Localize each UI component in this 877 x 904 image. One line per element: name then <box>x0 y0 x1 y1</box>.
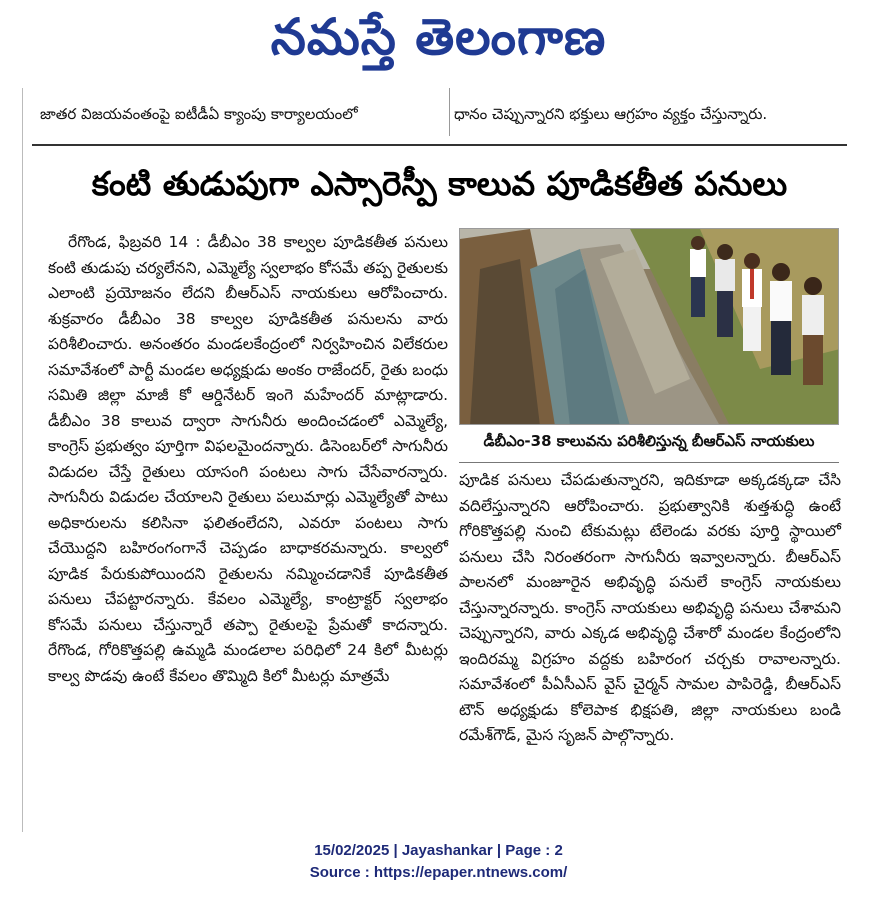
newspaper-clipping <box>22 0 855 832</box>
body-left-text: రేగొండ, ఫిబ్రవరి 14 : డీబీఎం 38 కాల్వల పూడికతీత పనులు కంటి తుడుపు చర్యలేనని, ఎమ్మెల్యే స్వలాభం కోసమే తప్ప రైతులకు ఎలాంటి ప్రయోజనం లేదని బీఆర్ఎస్ నాయకులు ఆరోపించారు. శుక్రవారం డీబీఎం 38 కాల్వల పూడికతీత పనులను వారు పరిశీలించారు. అనంతరం మండలకేంద్రంలో నిర్వహించిన విలేకరుల సమావేశంలో పార్టీ మండల అధ్యక్షుడు అంకం రాజేందర్, రైతు బంధు సమితి జిల్లా మాజీ కో ఆర్డినేటర్ ఇంగె మహేందర్ మాట్లాడారు. డీబీఎం 38 కాలువ ద్వారా సాగునీరు అందించడంలో ఎమ్మెల్యే, కాంగ్రెస్ ప్రభుత్వం పూర్తిగా విఫలమైందన్నారు. డిసెంబర్‌లో సాగునీరు విడుదల చేస్తే రైతులు యాసంగి పంటలు సాగు చేసేవారన్నారు. సాగునీరు విడుదల చేయాలని రైతులు పలుమార్లు ఎమ్మెల్యేతో పాటు అధికారులను కలిసినా ఫలితంలేదని, ఎవరూ పంటలు సాగు చేయొద్దని బహిరంగంగానే చెప్పడం బాధాకరమన్నారు. కాల్వలో పూడిక పేరుకుపోయిందని రైతులను నమ్మించడానికే పూడికతీత పనులు చేపట్టారన్నారు. కేవలం ఎమ్మెల్యే, కాంట్రాక్టర్ స్వలాభం కోసమే పనులు చేస్తున్నారే తప్పా రైతులపై ప్రేమతో కాదన్నారు. రేగొండ, గోరికొత్తపల్లి ఉమ్మడి మండలాల పరిధిలో 24 కిలో మీటర్లు కాల్వ పొడవు ఉంటే కేవలం తొమ్మిది కిలో మీటర్లు మాత్రమే <box>48 233 448 685</box>
footer-source: Source : https://epaper.ntnews.com/ <box>309 864 568 881</box>
previous-article-strip <box>22 88 855 138</box>
section-separator <box>32 144 847 146</box>
strip-left <box>40 88 450 126</box>
caption-rule <box>459 462 839 463</box>
masthead <box>22 6 855 80</box>
strip-left-text: జాతర విజయవంతంపై ఐటీడీఏ క్యాంపు కార్యాలయంలో <box>40 105 358 123</box>
cut-text-line <box>40 88 450 102</box>
body-right-text: పూడిక పనులు చేపడుతున్నారని, ఇదికూడా అక్కడక్కడా చేసి వదిలేస్తున్నారని ఆరోపించారు. ప్రభుత్వానికి శుత్తశుద్ధి ఉంటే గోరికొత్తపల్లి నుంచి టేకుమట్లు టేలెండు వరకు పూర్తి స్థాయిలో పనులు చేసి నిరంతరంగా సాగునీరు ఇవ్వాలన్నారు. బీఆర్ఎస్ పాలనలో మంజూరైన అభివృద్ధి పనులే కాంగ్రెస్ నాయకులు చేస్తున్నారన్నారు. కాంగ్రెస్ నాయకులు అభివృద్ధి పనులు చేశామని చెప్పున్నారని, వారు ఎక్కడ అభివృద్ధి చేశారో మండల కేంద్రంలోని ఇందిరమ్మ విగ్రహం వద్దకు బహిరంగ చర్చకు రావాలన్నారు. సమావేశంలో పీఏసీఎస్ వైస్ చైర్మన్ సామల పాపిరెడ్డి, బీఆర్ఎస్ టౌన్ అధ్యక్షుడు కోలెపాక భిక్షపతి, జిల్లా నాయకులు బండి రమేశ్‌గౌడ్, మైస సృజన్ పాల్గొన్నారు. <box>459 471 841 744</box>
footer <box>0 840 877 884</box>
article-headline: కంటి తుడుపుగా ఎస్సారెస్పీ కాలువ పూడికతీత పనులు <box>91 163 788 203</box>
article-body-left <box>48 230 448 689</box>
footer-date-edition: 15/02/2025 | Jayashankar | Page : 2 <box>314 842 563 859</box>
masthead-title: నమస్తే తెలంగాణ <box>270 7 607 66</box>
column-divider <box>449 88 450 136</box>
strip-right-text: ధానం చెప్పున్నారని భక్తులు ఆగ్రహం వ్యక్తం చేస్తున్నారు. <box>454 105 768 123</box>
photo-caption: డీబీఎం-38 కాలువను పరిశీలిస్తున్న బీఆర్ఎస్ నాయకులు <box>483 432 815 450</box>
canal-inspection-photo <box>459 228 839 425</box>
cut-text-line <box>454 88 854 102</box>
left-rule <box>22 88 23 832</box>
strip-right <box>454 88 854 126</box>
article-body-right <box>459 468 841 749</box>
